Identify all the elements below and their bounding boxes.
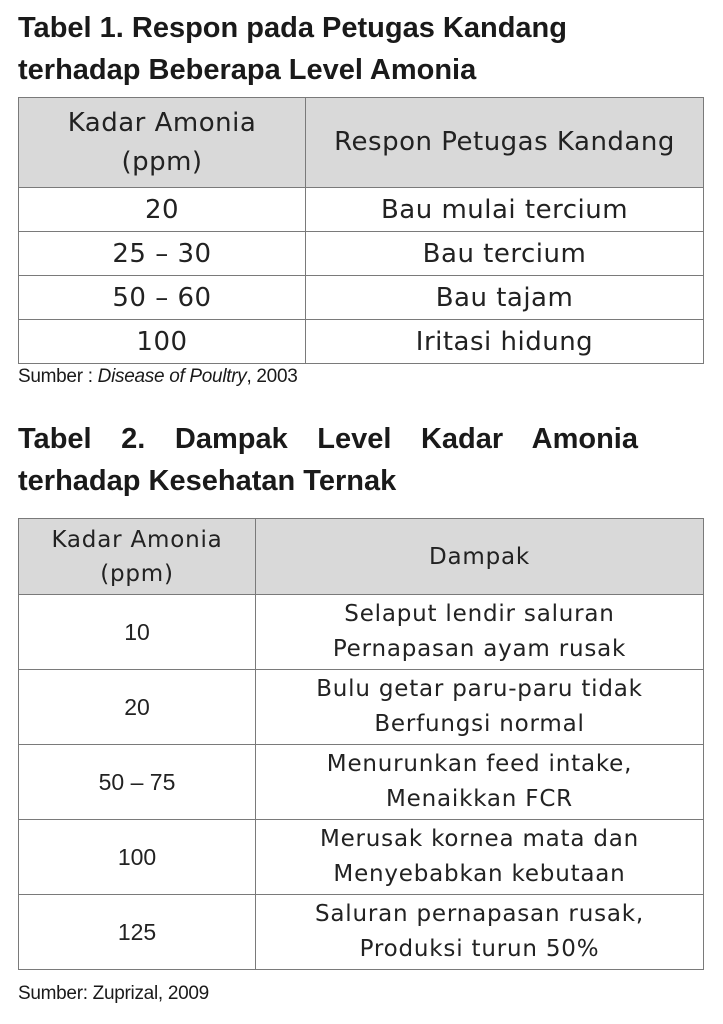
table2-impact-line1: Bulu getar paru-paru tidak [316,676,643,702]
table2-impact-line2: Pernapasan ayam rusak [332,636,627,662]
table2-impact-line1: Saluran pernapasan rusak, [315,901,644,927]
table2-impact-cell [256,745,704,820]
table-row [19,895,704,970]
table1-source-title: Disease of Poultry [97,366,247,387]
table1-response-cell: Bau tercium [306,232,704,276]
table2-level-cell: 10 [19,595,256,670]
table1-header-row [19,98,704,188]
table1-title-line2: terhadap Beberapa Level Amonia [18,54,477,86]
table2-ammonia-impact [18,518,704,970]
table2-impact-line1: Merusak kornea mata dan [319,826,640,852]
table1-response-cell: Bau mulai tercium [306,188,704,232]
table1-source-prefix: Sumber : [18,366,98,387]
table2-impact-cell [256,595,704,670]
table1-title-line1: Tabel 1. Respon pada Petugas Kandang [18,12,567,44]
table2-title [18,418,638,502]
table1-level-cell: 20 [19,188,306,232]
table2-header-level [19,519,256,595]
table-row [19,745,704,820]
table1-level-cell: 25 – 30 [19,232,306,276]
table2-impact-cell [256,820,704,895]
table1-header-level [19,98,306,188]
table2-impact-line2: Produksi turun 50% [359,936,600,962]
table1-title [18,7,708,91]
table2-level-cell: 125 [19,895,256,970]
table2-impact-cell [256,670,704,745]
table2-impact-line1: Menurunkan feed intake, [326,751,633,777]
table1-source-suffix: , 2003 [246,366,298,387]
table2-level-cell: 50 – 75 [19,745,256,820]
table2-title-line2: terhadap Kesehatan Ternak [18,465,397,497]
table2-impact-line2: Berfungsi normal [374,711,585,737]
table-row [19,276,704,320]
table2-impact-line1: Selaput lendir saluran [344,601,615,627]
table2-header-level-line2: (ppm) [100,560,174,587]
table2-level-cell: 20 [19,670,256,745]
table2-header-row [19,519,704,595]
table-row [19,670,704,745]
table2-source: Sumber: Zuprizal, 2009 [18,983,209,1004]
table1-ammonia-response [18,97,704,364]
table-row [19,232,704,276]
table1-level-cell: 50 – 60 [19,276,306,320]
table1-header-response: Respon Petugas Kandang [306,98,704,188]
table-row [19,320,704,364]
table2-level-cell: 100 [19,820,256,895]
table1-response-cell: Iritasi hidung [306,320,704,364]
table-row [19,820,704,895]
table1-source [18,366,297,388]
table2-header-level-line1: Kadar Amonia [51,526,223,553]
table1-response-cell: Bau tajam [306,276,704,320]
table1-level-cell: 100 [19,320,306,364]
table1-header-level-line2: (ppm) [121,146,203,177]
table2-impact-cell [256,895,704,970]
table2-impact-line2: Menyebabkan kebutaan [333,861,626,887]
table2-title-line1: Tabel 2. Dampak Level Kadar Amonia [18,423,638,455]
table2-impact-line2: Menaikkan FCR [386,786,573,812]
table1-header-level-line1: Kadar Amonia [67,107,257,138]
table2-header-impact: Dampak [256,519,704,595]
table-row [19,595,704,670]
table-row [19,188,704,232]
